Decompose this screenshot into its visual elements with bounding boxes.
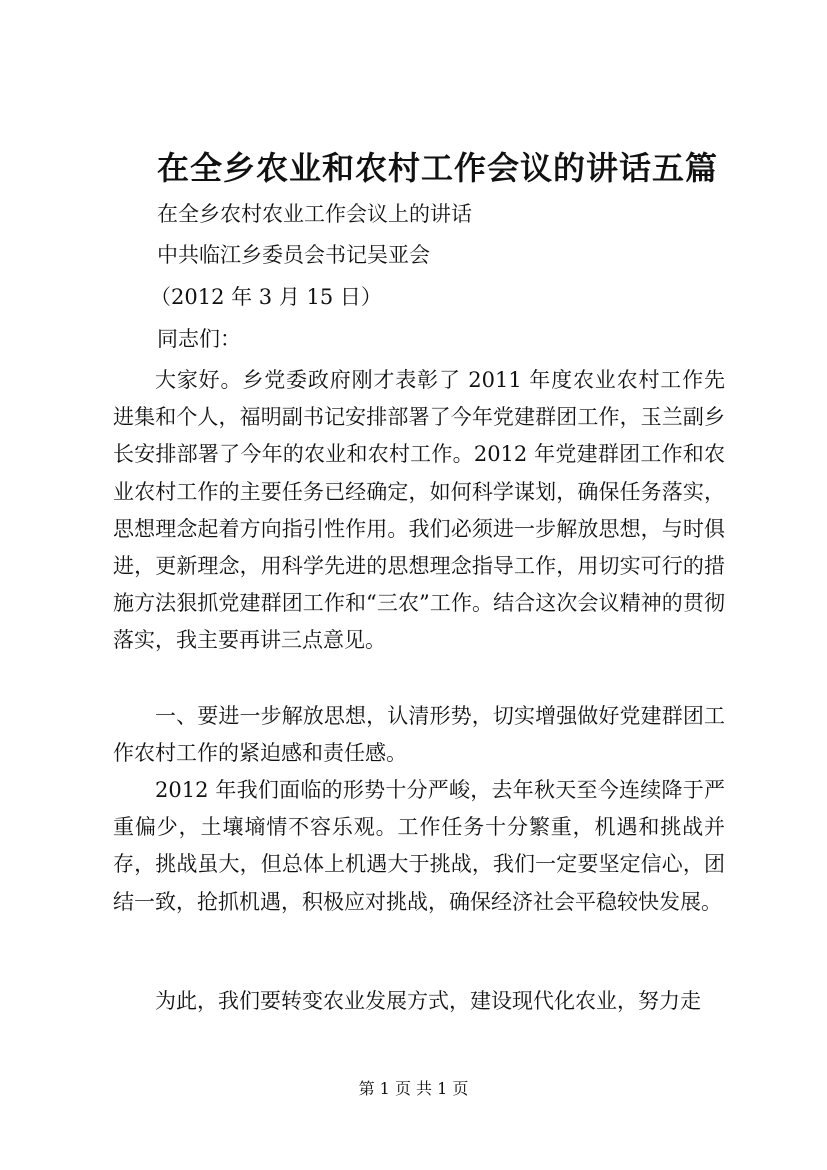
- paragraph-3: 2012 年我们面临的形势十分严峻，去年秋天至今连续降于严重偏少，土壤墒情不容乐观。工作任务十分繁重，机遇和挑战并存，挑战虽大，但总体上机遇大于挑战，我们一定要坚定信心，团结一致，抢抓机遇，积极应对挑战，确保经济社会平稳较快发展。: [113, 778, 725, 914]
- page-footer: 第 1 页 共 1 页: [358, 1079, 469, 1098]
- document-subtitle: 在全乡农村农业工作会议上的讲话: [157, 202, 472, 226]
- speaker-line: 中共临江乡委员会书记吴亚会: [157, 243, 430, 267]
- paragraph-1: 大家好。乡党委政府刚才表彰了 2011 年度农业农村工作先进集和个人，福明副书记安排部署了今年党建群团工作，玉兰副乡长安排部署了今年的农业和农村工作。2012 年党建群团工作和农业农村工作的主要任务已经确定，如何科学谋划，确保任务落实，思想理念起着方向指引性作用。我们必须进一步解放思想，与时俱进，更新理念，用科学先进的思想理念指导工作，用切实可行的措施方法狠抓党建群团工作和“三农”工作。结合这次会议精神的贯彻落实，我主要再讲三点意见。: [113, 368, 725, 653]
- date-line: （2012 年 3 月 15 日）: [150, 285, 382, 309]
- document-title: 在全乡农业和农村工作会议的讲话五篇: [157, 149, 719, 187]
- salutation: 同志们：: [157, 327, 241, 351]
- paragraph-4: 为此，我们要转变农业发展方式，建设现代化农业，努力走: [155, 989, 701, 1013]
- paragraph-2: 一、要进一步解放思想，认清形势，切实增强做好党建群团工作农村工作的紧迫感和责任感。: [113, 704, 725, 766]
